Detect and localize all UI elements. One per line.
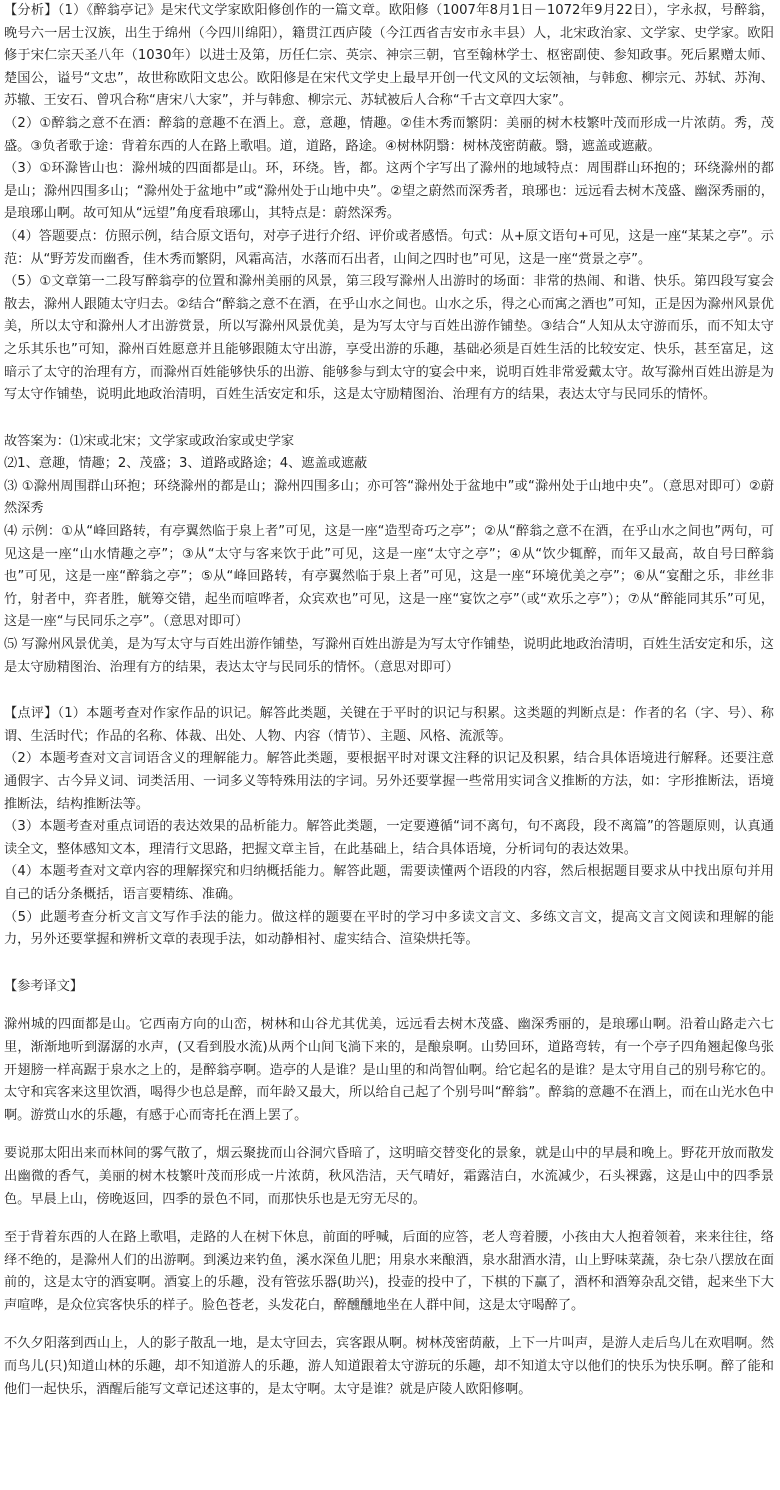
translation-paragraph-3: 至于背着东西的人在路上歌唱，走路的人在树下休息，前面的呼喊，后面的应答，老人弯着腰，小孩由大人抱着领着，来来往往，络绎不绝的，是滁州人们的出游啊。到溪边来钓鱼，溪水深鱼儿肥；用泉水来酿酒，泉水甜酒水清，山上野味菜蔬，杂七杂八摆放在面前的，这是太守的酒宴啊。酒宴上的乐趣，没有管弦乐器(助兴)，投壶的投中了，下棋的下赢了，酒杯和酒筹杂乱交错，起来坐下大声喧哗，是众位宾客快乐的样子。脸色苍老，头发花白，醉醺醺地坐在人群中间，这是太守喝醉了。	[4, 1230, 774, 1313]
spacer	[4, 679, 774, 703]
answer-line-1: 故答案为：⑴宋或北宋；文学家或政治家或史学家	[4, 433, 295, 449]
analysis-section	[4, 0, 774, 407]
answer-line-4: ⑷ 示例：①从“峰回路转，有亭翼然临于泉上者”可见，这是一座“造型奇巧之亭”；②从“醉翁之意不在酒，在乎山水之间也”两句，可见这是一座“山水情趣之亭”；③从“太守与客来饮于此”可见，这是一座“太守之亭”；④从“饮少辄醉，而年又最高，故自号曰醉翁也”可见，这是一座“醉翁之亭”；⑤从“峰回路转，有亭翼然临于泉上者”可见，这是一座“环境优美之亭”；⑥从“宴酣之乐，非丝非竹，射者中，弈者胜，觥筹交错，起坐而喧哗者，众宾欢也”可见，这是一座“宴饮之亭”（或“欢乐之亭”）；⑦从“醉能同其乐”可见，这是一座“与民同乐之亭”。（意思对即可）	[4, 524, 774, 630]
spacer	[4, 407, 774, 431]
answer-line-2: ⑵1、意趣，情趣；2、茂盛；3、道路或路途；4、遮盖或遮蔽	[4, 456, 368, 472]
analysis-paragraph-3: （3）①环滁皆山也：滁州城的四面都是山。环，环绕。皆，都。这两个字写出了滁州的地域特点：周围群山环抱的；环绕滁州的都是山；滁州四围多山；“滁州处于盆地中”或“滁州处于山地中央”。②望之蔚然而深秀者，琅琊也：远远看去树木茂盛、幽深秀丽的，是琅琊山啊。故可知从“远望”角度看琅琊山，其特点是：蔚然深秀。	[4, 161, 774, 222]
comment-paragraph-4: （4）本题考查对文章内容的理解探究和归纳概括能力。解答此题，需要读懂两个语段的内容，然后根据题目要求从中找出原句并用自己的话分条概括，语言要精练、准确。	[4, 864, 774, 902]
answer-line-3: ⑶ ①滁州周围群山环抱；环绕滁州的都是山；滁州四围多山；亦可答“滁州处于盆地中”或“滁州处于山地中央”。（意思对即可）②蔚然深秀	[4, 478, 774, 517]
spacer	[4, 1127, 774, 1143]
comment-section	[4, 703, 774, 952]
comment-paragraph-2: （2）本题考查对文言词语含义的理解能力。解答此类题，要根据平时对课文注释的识记及积累，结合具体语境进行解释。还要注意通假字、古今异义词、词类活用、一词多义等特殊用法的字词。另外还要掌握一些常用实词含义推断的方法，如：字形推断法，语境推断法，结构推断法等。	[4, 751, 774, 812]
spacer	[4, 1211, 774, 1227]
translation-paragraph-4: 不久夕阳落到西山上，人的影子散乱一地，是太守回去，宾客跟从啊。树林茂密荫蔽，上下一片叫声，是游人走后鸟儿在欢唱啊。然而鸟儿(只)知道山林的乐趣，却不知道游人的乐趣，游人知道跟着太守游玩的乐趣，却不知道太守以他们的快乐为快乐啊。醉了能和他们一起快乐，酒醒后能写文章记述这事的，是太守啊。太守是谁？就是庐陵人欧阳修啊。	[4, 1336, 774, 1397]
comment-paragraph-3: （3）本题考查对重点词语的表达效果的品析能力。解答此类题，一定要遵循“词不离句，句不离段，段不离篇”的答题原则，认真通读全文，整体感知文本，理清行文思路，把握文章主旨，在此基础上，结合具体语境，分析词句的表达效果。	[4, 819, 774, 857]
spacer	[4, 998, 774, 1014]
spacer	[4, 952, 774, 976]
comment-paragraph-5: （5）此题考查分析文言文写作手法的能力。做这样的题要在平时的学习中多读文言文、多练文言文，提高文言文阅读和理解的能力，另外还要掌握和辨析文章的表现手法，如动静相衬、虚实结合、渲染烘托等。	[4, 909, 774, 948]
analysis-paragraph-5: （5）①文章第一二段写醉翁亭的位置和滁州美丽的风景，第三段写滁州人出游时的场面：非常的热闹、和谐、快乐。第四段写宴会散去，滁州人跟随太守归去。②结合“醉翁之意不在酒，在乎山水之间也。山水之乐，得之心而寓之酒也”可知，正是因为滁州风景优美，所以太守和滁州人才出游赏景，所以写滁州风景优美，是为写太守与百姓出游作铺垫。③结合“人知从太守游而乐，而不知太守之乐其乐也”可知，滁州百姓愿意并且能够跟随太守出游，享受出游的乐趣，基础必须是百姓生活的比较安定、快乐，甚至富足，这暗示了太守的治理有方，而滁州百姓能够快乐的出游、能够参与到太守的宴会中来，说明百姓非常爱戴太守。故写滁州百姓出游是为写太守作铺垫，说明此地政治清明，百姓生活安定和乐，这是太守励精图治、治理有方的结果，表达太守与民同乐的情怀。	[4, 274, 774, 403]
translation-paragraph-1: 滁州城的四面都是山。它西南方向的山峦，树林和山谷尤其优美，远远看去树木茂盛、幽深秀丽的，是琅琊山啊。沿着山路走六七里，渐渐地听到潺潺的水声，(又看到股水流)从两个山间飞淌下来的，是酿泉啊。山势回环，道路弯转，有一个亭子四角翘起像鸟张开翅膀一样高踞于泉水之上的，是醉翁亭啊。造亭的人是谁？是山里的和尚智仙啊。给它起名的是谁？是太守用自己的别号称它的。太守和宾客来这里饮酒，喝得少也总是醉，而年龄又最大，所以给自己起了个别号叫“醉翁”。醉翁的意趣不在酒上，而在山光水色中啊。游赏山水的乐趣，有感于心而寄托在酒上罢了。	[4, 1017, 774, 1123]
translation-heading: 【参考译文】	[4, 978, 84, 994]
translation-section	[4, 976, 774, 1402]
analysis-paragraph-4: （4）答题要点：仿照示例，结合原文语句，对亭子进行介绍、评价或者感悟。句式：从+原文语句+可见，这是一座“某某之亭”。示范：从“野芳发而幽香，佳木秀而繁阴，风霜高洁，水落而石出者，山间之四时也”可见，这是一座“赏景之亭”。	[4, 228, 774, 267]
answers-section	[4, 431, 774, 680]
spacer	[4, 1317, 774, 1333]
analysis-paragraph-1: 【分析】（1）《醉翁亭记》是宋代文学家欧阳修创作的一篇文章。欧阳修（1007年8月1日－1072年9月22日），字永叔，号醉翁，晚号六一居士汉族，出生于绵州（今四川绵阳），籍贯江西庐陵（今江西省吉安市永丰县）人，北宋政治家、文学家、史学家。欧阳修于宋仁宗天圣八年（1030年）以进士及第，历任仁宗、英宗、神宗三朝，官至翰林学士、枢密副使、参知政事。死后累赠太师、楚国公，谥号“文忠”，故世称欧阳文忠公。欧阳修是在宋代文学史上最早开创一代文风的文坛领袖，与韩愈、柳宗元、苏轼、苏洵、苏辙、王安石、曾巩合称“唐宋八大家”，并与韩愈、柳宗元、苏轼被后人合称“千古文章四大家”。	[4, 3, 774, 109]
analysis-paragraph-2: （2）①醉翁之意不在酒：醉翁的意趣不在酒上。意，意趣，情趣。②佳木秀而繁阴：美丽的树木枝繁叶茂而形成一片浓荫。秀，茂盛。③负者歌于途：背着东西的人在路上歌唱。道，道路，路途。④树林阴翳：树林茂密荫蔽。翳，遮盖或遮蔽。	[4, 115, 774, 154]
translation-paragraph-2: 要说那太阳出来而林间的雾气散了，烟云聚拢而山谷洞穴昏暗了，这明暗交替变化的景象，就是山中的早晨和晚上。野花开放而散发出幽微的香气，美丽的树木枝繁叶茂而形成一片浓荫，秋风浩洁，天气晴好，霜露洁白，水流减少，石头裸露，这是山中的四季景色。早晨上山，傍晚返回，四季的景色不同，而那快乐也是无穷无尽的。	[4, 1146, 774, 1207]
comment-paragraph-1: 【点评】（1）本题考查对作家作品的识记。解答此类题，关键在于平时的识记与积累。这类题的判断点是：作者的名（字、号）、称谓、生活时代；作品的名称、体裁、出处、人物、内容（情节）、主题、风格、流派等。	[4, 706, 774, 744]
answer-line-5: ⑸ 写滁州风景优美，是为写太守与百姓出游作铺垫，写滁州百姓出游是为写太守作铺垫，说明此地政治清明，百姓生活安定和乐，这是太守励精图治、治理有方的结果，表达太守与民同乐的情怀。（意思对即可）	[4, 637, 774, 675]
